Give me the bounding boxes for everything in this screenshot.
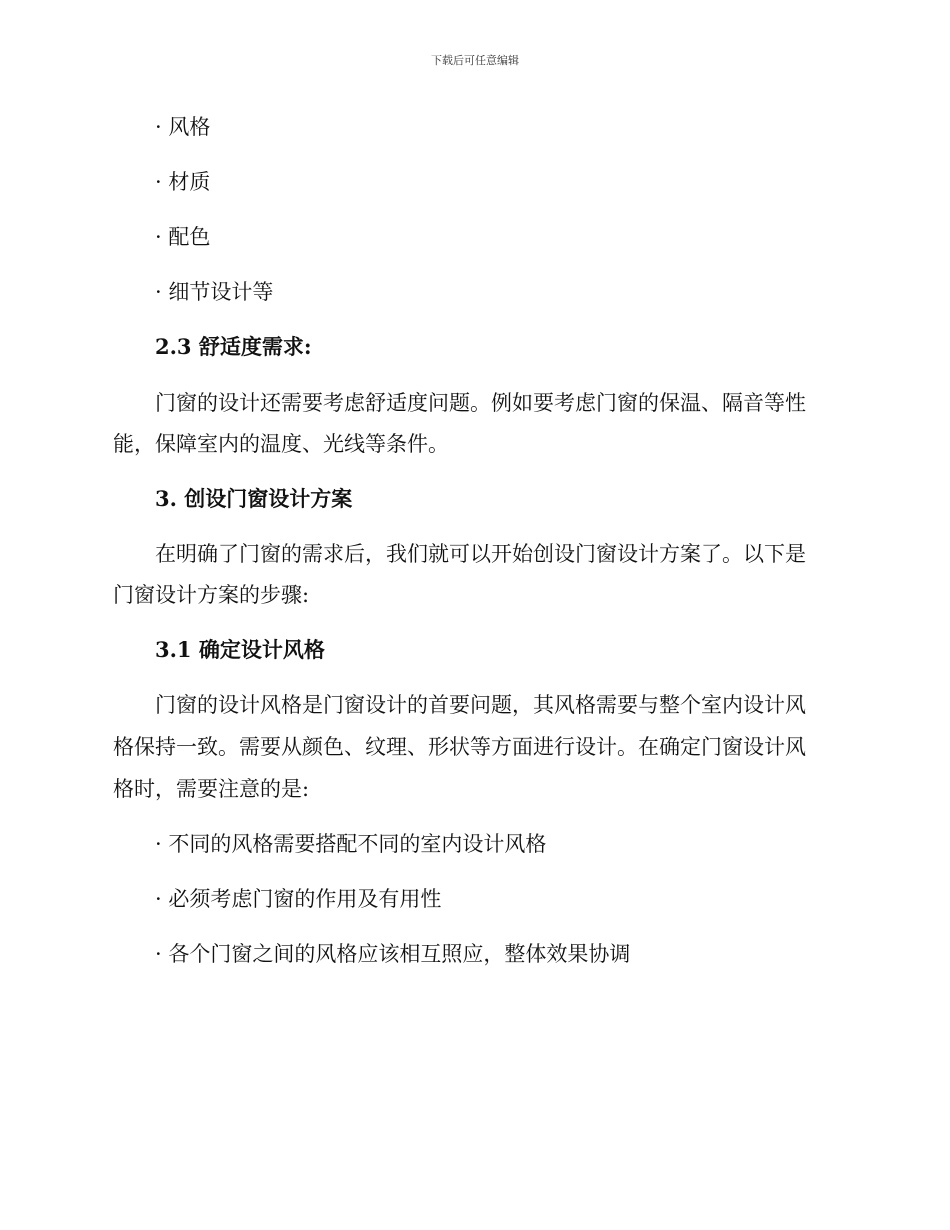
bullet-material: · 材质 xyxy=(155,170,211,194)
paragraph-2-3-line-1: 门窗的设计还需要考虑舒适度问题。例如要考虑门窗的保温、隔音等性 xyxy=(155,391,806,415)
paragraph-3-1-line-1: 门窗的设计风格是门窗设计的首要问题，其风格需要与整个室内设计风 xyxy=(155,693,806,717)
bullet-color-scheme: · 配色 xyxy=(155,225,211,249)
paragraph-3-line-1: 在明确了门窗的需求后，我们就可以开始创设门窗设计方案了。以下是 xyxy=(155,542,806,566)
bullet-match-styles: · 不同的风格需要搭配不同的室内设计风格 xyxy=(155,832,547,856)
heading-2-3: 2.3 舒适度需求: xyxy=(155,334,312,359)
paragraph-3-1-line-2: 格保持一致。需要从颜色、纹理、形状等方面进行设计。在确定门窗设计风 xyxy=(113,735,806,759)
paragraph-3-line-2: 门窗设计方案的步骤: xyxy=(113,583,310,607)
paragraph-3-1-line-3: 格时，需要注意的是: xyxy=(113,777,310,801)
page-header-note: 下载后可任意编辑 xyxy=(431,54,519,67)
heading-3-1: 3.1 确定设计风格 xyxy=(155,637,325,662)
bullet-coordinate-styles: · 各个门窗之间的风格应该相互照应，整体效果协调 xyxy=(155,942,631,966)
bullet-consider-function: · 必须考虑门窗的作用及有用性 xyxy=(155,887,442,911)
heading-3: 3. 创设门窗设计方案 xyxy=(155,486,353,511)
paragraph-2-3-line-2: 能，保障室内的温度、光线等条件。 xyxy=(113,432,449,456)
bullet-style: · 风格 xyxy=(155,115,211,139)
bullet-detail-design: · 细节设计等 xyxy=(155,280,274,304)
